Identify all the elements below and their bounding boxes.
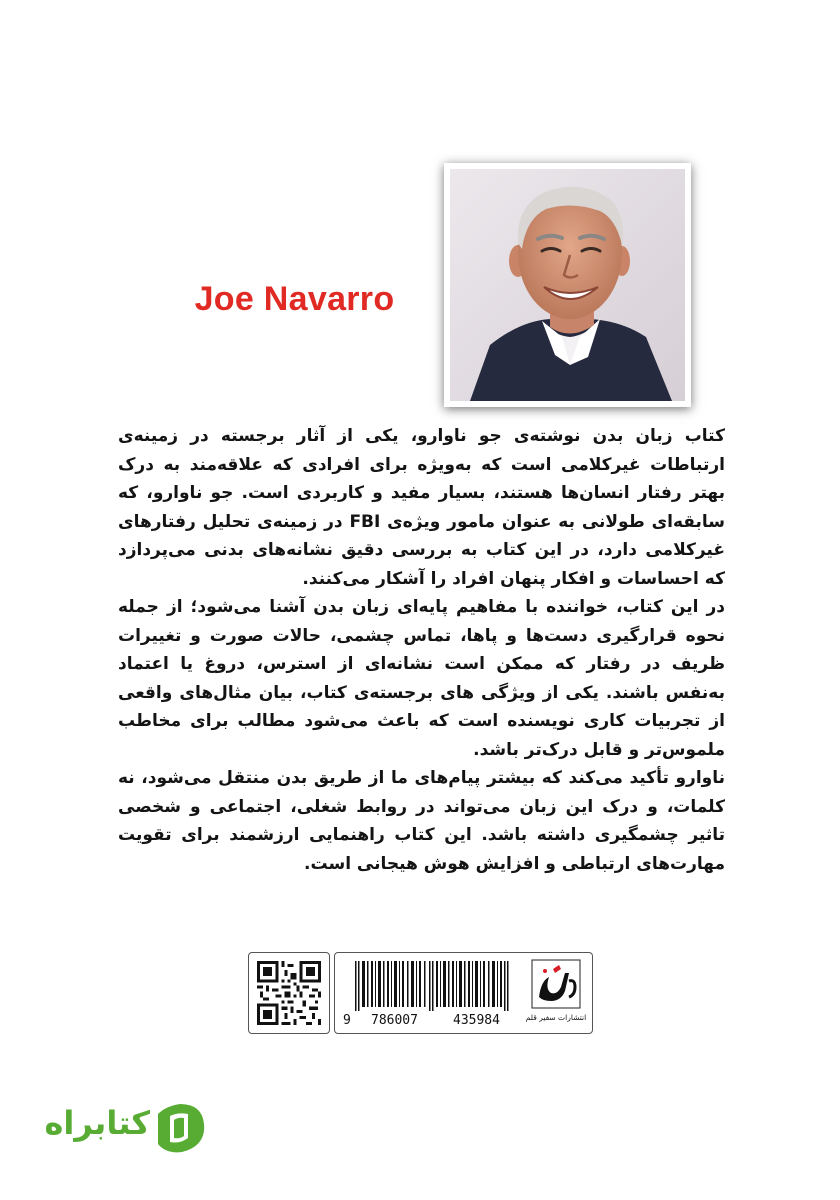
ketabrah-book-icon [152, 1100, 208, 1156]
isbn-group-2: 435984 [453, 1013, 500, 1028]
description-paragraph: ناوارو تأکید می‌کند که بیشتر پیام‌های ما از طریق بدن منتقل می‌شود، نه کلمات، و درک این زبان می‌تواند در روابط شغلی، اجتماعی و شخصی تاثیر چشمگیری داشته باشد. این کتاب راهنمایی ارزشمند برای تقویت مهارت‌های ارتباطی و افزایش هوش هیجانی است. [118, 768, 725, 874]
author-name: Joe Navarro [194, 280, 395, 318]
barcode-frame [334, 952, 593, 1034]
author-photo-frame [444, 163, 691, 407]
book-description [118, 422, 725, 878]
publisher-logo-icon [531, 959, 581, 1009]
isbn-group-1: 786007 [371, 1013, 418, 1028]
qr-code-frame [248, 952, 330, 1034]
ketabrah-wordmark: کتابراه [44, 1104, 150, 1142]
publisher-logo [525, 959, 587, 1029]
publisher-name: انتشارات سفیر قلم [525, 1013, 587, 1022]
isbn-number [343, 1013, 519, 1029]
qr-code-icon [257, 961, 321, 1025]
description-paragraph: کتاب زبان بدن نوشته‌ی جو ناوارو، یکی از آثار برجسته در زمینه‌ی ارتباطات غیرکلامی است که به‌ویژه برای افرادی که علاقه‌مند به درک بهتر رفتار انسان‌ها هستند، بسیار مفید و کاربردی است. جو ناوارو، که سابقه‌ای طولانی به عنوان مامور ویژه‌ی FBI در زمینه‌ی تحلیل رفتارهای غیرکلامی دارد، در این کتاب به بررسی دقیق نشانه‌های بدنی می‌پردازد که احساسات و افکار پنهان افراد را آشکار می‌کنند. [118, 426, 726, 589]
description-paragraph: در این کتاب، خواننده با مفاهیم پایه‌ای زبان بدن آشنا می‌شود؛ از جمله نحوه قرارگیری دست‌ها و پاها، تماس چشمی، حالات صورت و تغییرات ظریف در رفتار که ممکن است نشانه‌ای از استرس، دروغ یا اعتماد به‌نفس باشند. یکی از ویژگی های برجسته‌ی کتاب، بیان مثال‌های واقعی از تجربیات کاری نویسنده است که باعث می‌شود مطالب برای مخاطب ملموس‌تر و قابل درک‌تر باشد. [118, 597, 725, 760]
isbn-barcode [343, 961, 519, 1011]
ketabrah-logo [30, 1094, 220, 1164]
author-photo [450, 169, 685, 401]
isbn-lead-digit: 9 [343, 1013, 351, 1028]
